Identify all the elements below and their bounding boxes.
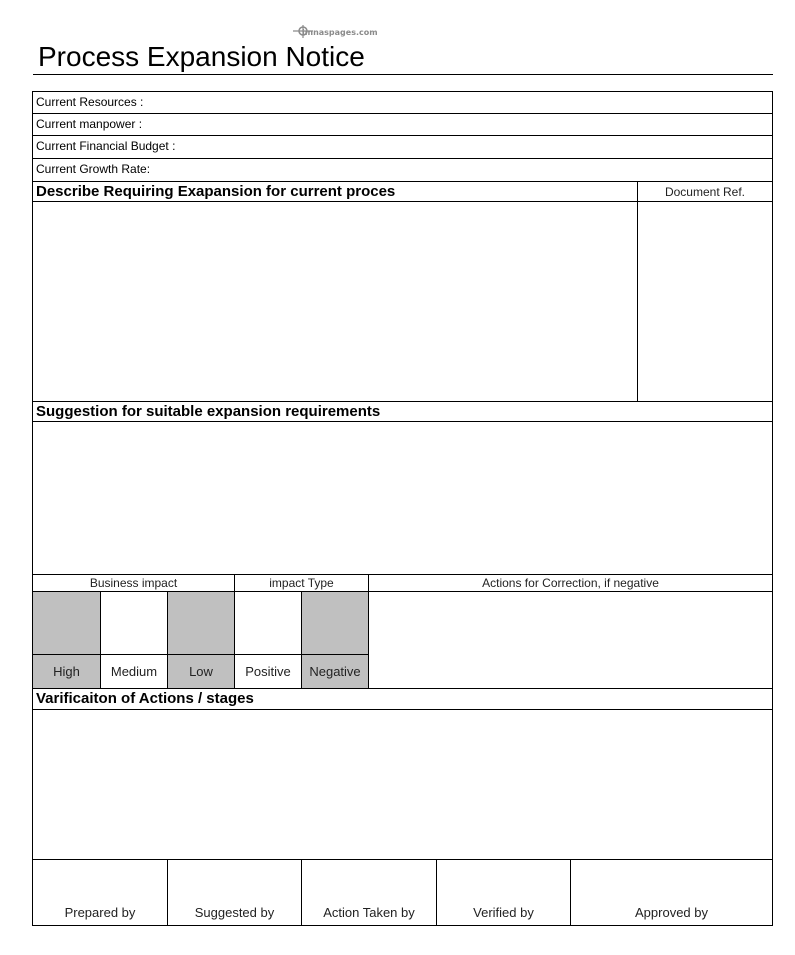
suggestion-heading-text: Suggestion for suitable expansion requirements: [36, 403, 381, 420]
actions-correction-text: Actions for Correction, if negative: [482, 576, 659, 590]
title-divider: [33, 74, 773, 75]
verification-section-heading: [32, 688, 773, 710]
negative-type-label: Negative: [301, 654, 369, 689]
action-taken-by-cell[interactable]: [301, 859, 437, 926]
current-manpower-field[interactable]: [32, 113, 773, 136]
current-growth-rate-field[interactable]: [32, 158, 773, 182]
high-impact-box[interactable]: [32, 591, 101, 655]
prepared-by-label: Prepared by: [64, 905, 136, 920]
high-impact-label: High: [32, 654, 101, 689]
positive-type-box[interactable]: [234, 591, 302, 655]
suggestion-section-heading: [32, 401, 773, 422]
action-taken-by-label: Action Taken by: [323, 905, 415, 920]
impact-type-text: impact Type: [269, 576, 334, 590]
current-resources-label: Current Resources :: [36, 95, 144, 109]
actions-correction-area[interactable]: [368, 591, 773, 689]
verified-by-label: Verified by: [473, 905, 534, 920]
actions-correction-heading: [368, 574, 773, 592]
business-impact-text: Business impact: [89, 576, 178, 590]
verification-text-area[interactable]: [32, 709, 773, 860]
document-ref-heading: [637, 181, 773, 202]
suggestion-text-area[interactable]: [32, 421, 773, 575]
low-impact-label: Low: [167, 654, 235, 689]
medium-impact-label: Medium: [100, 654, 168, 689]
positive-type-label: Positive: [234, 654, 302, 689]
suggested-by-label: Suggested by: [194, 905, 275, 920]
medium-impact-box[interactable]: [100, 591, 168, 655]
approved-by-label: Approved by: [635, 905, 708, 920]
current-financial-budget-field[interactable]: [32, 135, 773, 159]
verification-heading-text: Varificaiton of Actions / stages: [36, 690, 254, 707]
document-ref-text: Document Ref.: [664, 185, 746, 199]
current-resources-field[interactable]: [32, 91, 773, 114]
negative-type-box[interactable]: [301, 591, 369, 655]
suggested-by-cell[interactable]: [167, 859, 302, 926]
describe-text-area[interactable]: [32, 201, 638, 402]
document-ref-area[interactable]: [637, 201, 773, 402]
impact-type-heading: [234, 574, 369, 592]
business-impact-heading: [32, 574, 235, 592]
low-impact-box[interactable]: [167, 591, 235, 655]
page-title: Process Expansion Notice: [38, 41, 365, 72]
current-growth-rate-label: Current Growth Rate:: [36, 162, 151, 176]
describe-heading-text: Describe Requiring Exapansion for current proces: [36, 183, 396, 200]
watermark-text: imnaspages.com: [302, 28, 378, 37]
approved-by-cell[interactable]: [570, 859, 773, 926]
current-financial-budget-label: Current Financial Budget :: [36, 139, 176, 153]
describe-section-heading: [32, 181, 638, 202]
watermark: [292, 25, 392, 41]
current-manpower-label: Current manpower :: [36, 117, 143, 131]
verified-by-cell[interactable]: [436, 859, 571, 926]
prepared-by-cell[interactable]: [32, 859, 168, 926]
